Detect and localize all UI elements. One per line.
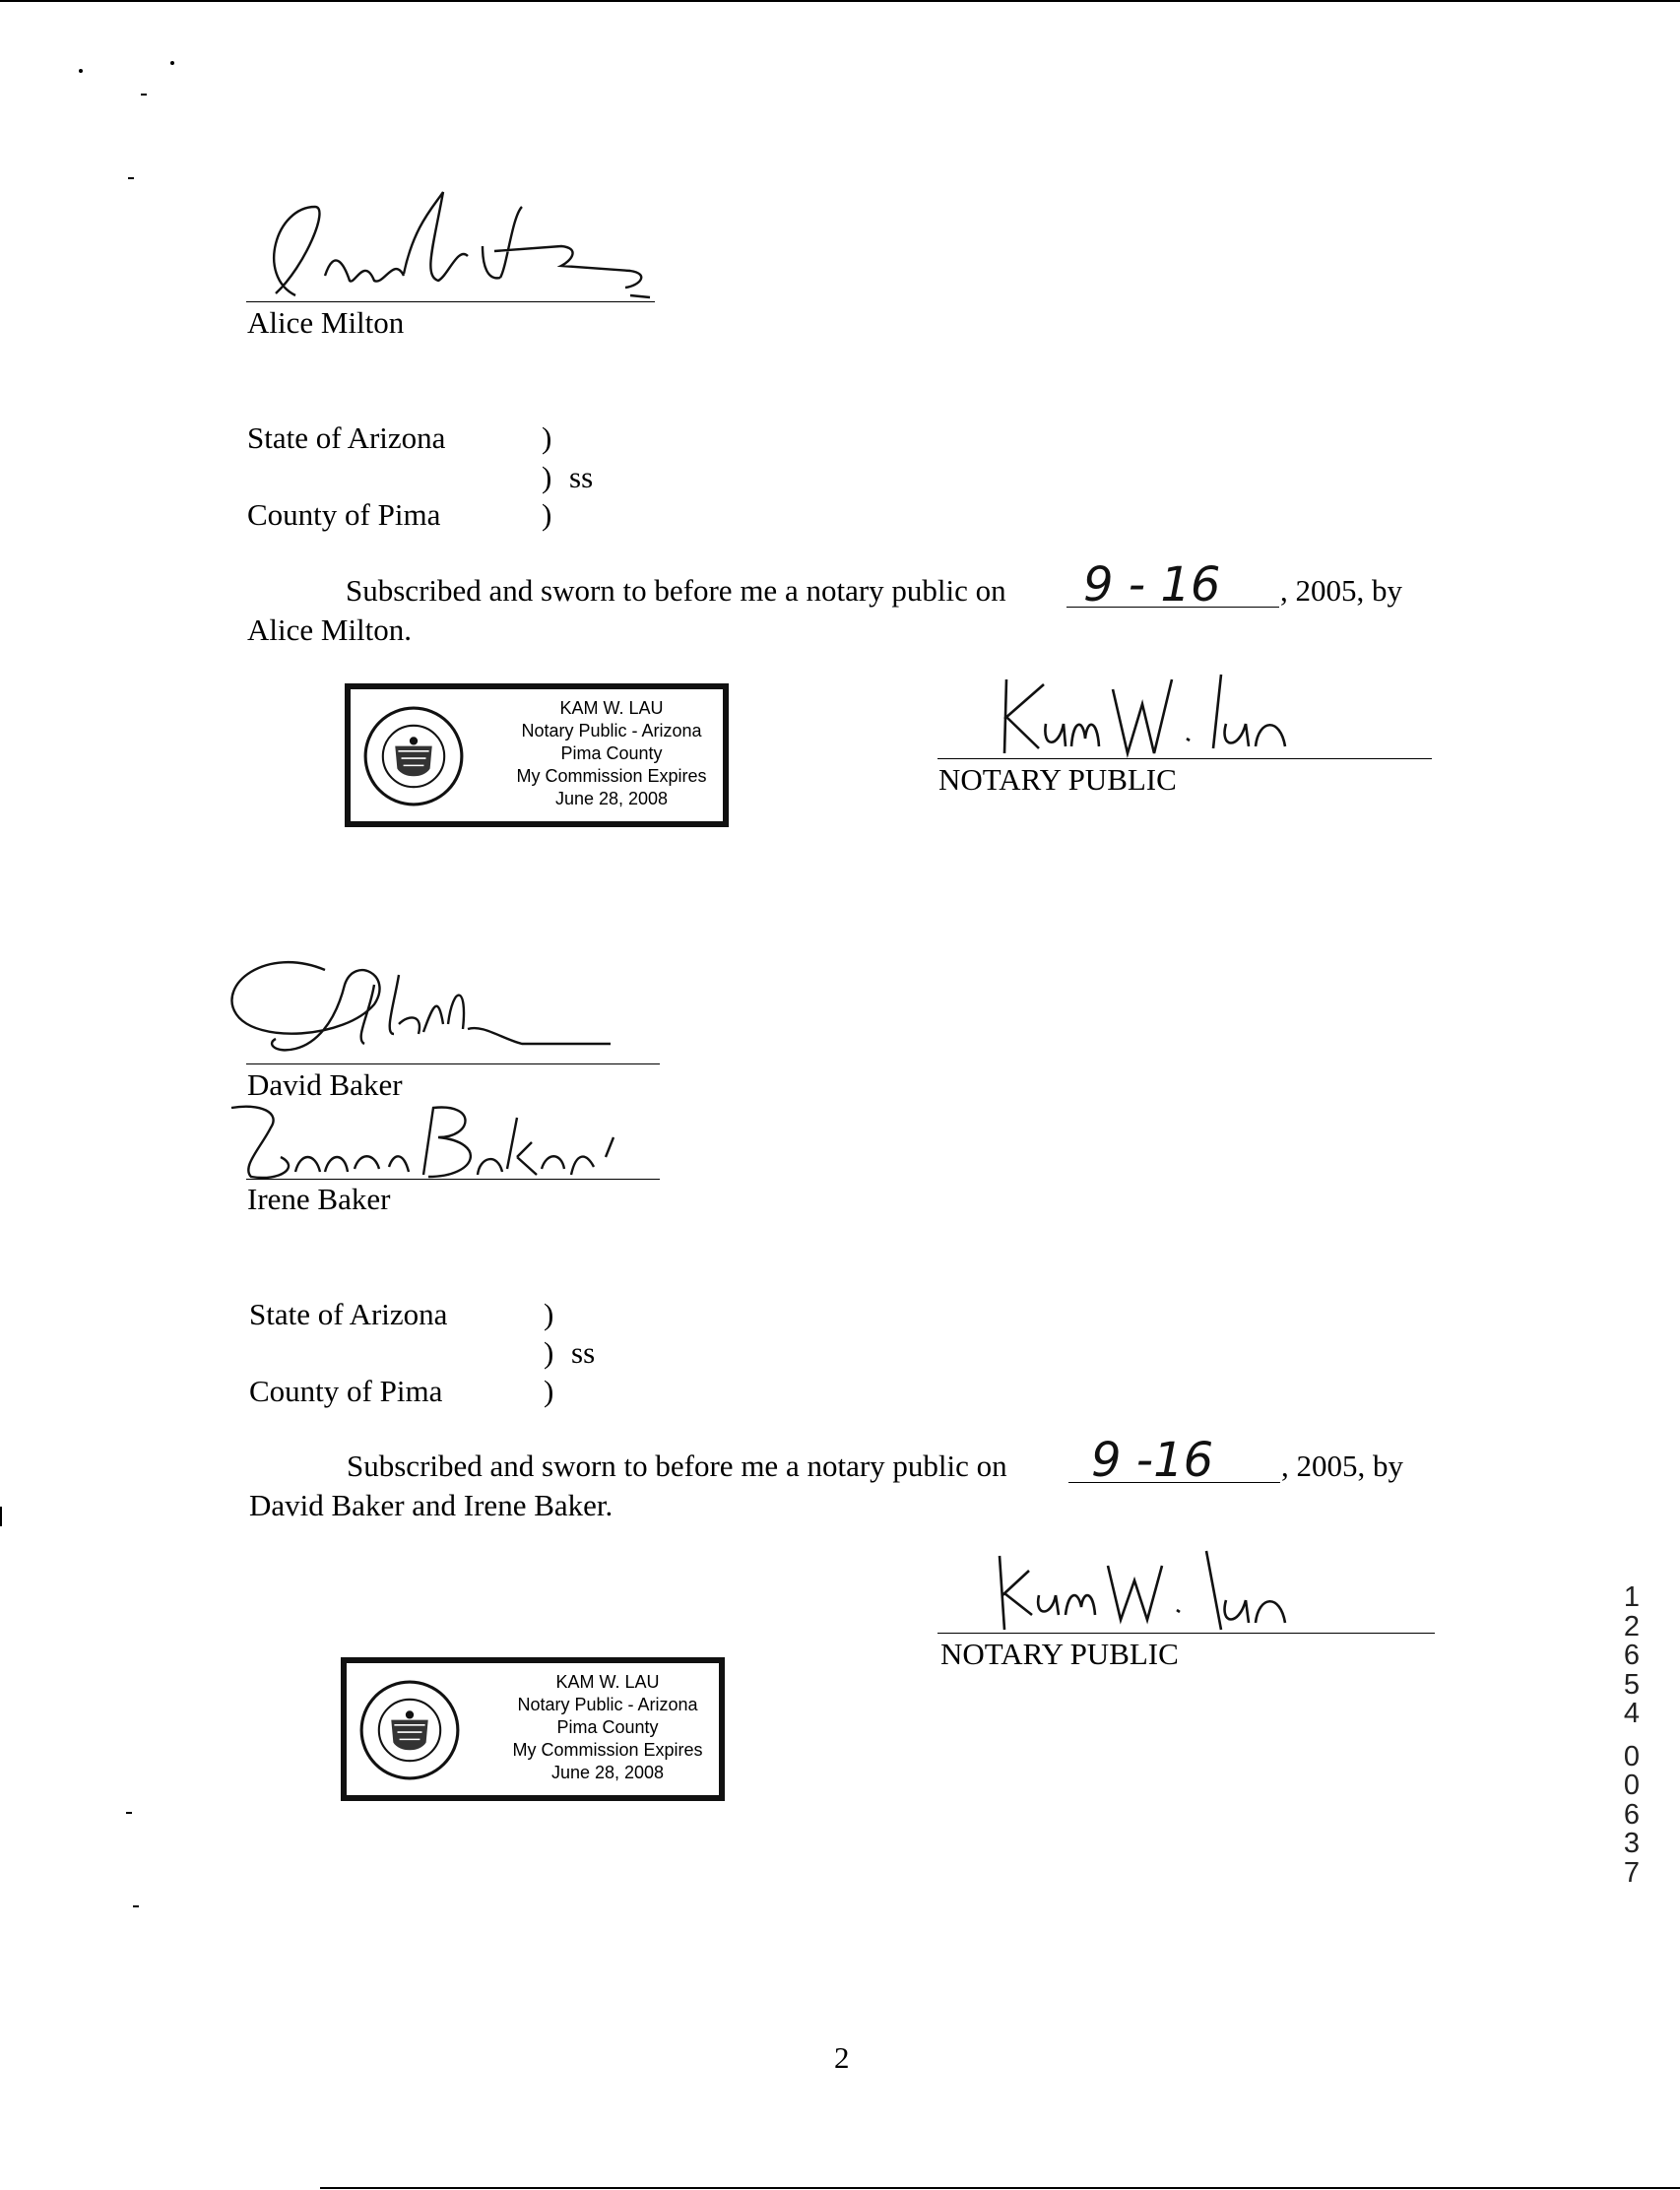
stamp-line: My Commission Expires (516, 766, 707, 786)
notary-label: NOTARY PUBLIC (938, 762, 1177, 797)
sworn-statement: Subscribed and sworn to before me a notary public on (346, 573, 1006, 608)
signature-line (246, 1063, 660, 1064)
scan-speck (133, 1905, 139, 1907)
scan-speck (170, 61, 174, 65)
stamp-line: Pima County (556, 1717, 659, 1737)
notary-signature (985, 1546, 1310, 1635)
venue-paren: ) (544, 1335, 554, 1370)
scan-speck (128, 177, 134, 179)
venue-county: County of Pima (247, 497, 441, 532)
notary-label: NOTARY PUBLIC (940, 1637, 1179, 1671)
bates-digit: 5 (1623, 1668, 1641, 1701)
bates-digit: 3 (1623, 1828, 1641, 1859)
arizona-seal-icon (358, 1679, 461, 1781)
signer-name: Alice Milton (247, 305, 405, 340)
venue-paren: ) (542, 497, 552, 532)
handwritten-date: 9 - 16 (1083, 557, 1221, 612)
scan-speck (141, 94, 147, 96)
stamp-text (498, 697, 725, 810)
bates-digit: 0 (1623, 1770, 1641, 1801)
signer-name: David Baker (247, 1067, 403, 1102)
signature-line (246, 301, 655, 302)
sworn-by-name: Alice Milton. (247, 612, 413, 647)
stamp-line: Notary Public - Arizona (521, 721, 702, 741)
sworn-by-name: David Baker and Irene Baker. (249, 1488, 614, 1522)
bates-digit: 0 (1623, 1740, 1641, 1772)
stamp-line: KAM W. LAU (555, 1672, 660, 1692)
venue-state: State of Arizona (249, 1297, 448, 1331)
sworn-statement: Subscribed and sworn to before me a notary public on (347, 1449, 1007, 1483)
signer-name: Irene Baker (247, 1182, 391, 1216)
bates-digit: 6 (1623, 1640, 1641, 1671)
alice-milton-signature (236, 187, 699, 305)
bates-digit: 6 (1623, 1798, 1641, 1831)
venue-ss: ss (569, 460, 594, 494)
bates-digit: 4 (1623, 1698, 1641, 1729)
scan-speck (126, 1812, 132, 1814)
scan-speck (0, 1507, 2, 1526)
notary-line (937, 758, 1432, 759)
stamp-line: June 28, 2008 (554, 789, 669, 808)
bates-number (1617, 1583, 1647, 1888)
venue-paren: ) (542, 420, 552, 455)
top-edge (0, 0, 1680, 2)
handwritten-date: 9 -16 (1091, 1433, 1214, 1488)
arizona-seal-icon (362, 705, 465, 807)
venue-ss: ss (571, 1335, 596, 1370)
notary-signature (985, 670, 1310, 758)
bates-digit: 2 (1623, 1610, 1641, 1642)
notary-stamp (345, 683, 729, 827)
stamp-line: Notary Public - Arizona (517, 1695, 698, 1714)
stamp-line: My Commission Expires (512, 1740, 703, 1760)
bates-digit: 1 (1623, 1581, 1641, 1613)
scan-speck (79, 69, 83, 73)
notary-stamp (341, 1657, 725, 1801)
date-line (1066, 607, 1279, 608)
stamp-line: KAM W. LAU (559, 698, 664, 718)
stamp-line: Pima County (560, 743, 663, 763)
notary-line (937, 1633, 1435, 1634)
date-line (1068, 1482, 1280, 1483)
venue-paren: ) (542, 460, 552, 494)
sworn-year: , 2005, by (1281, 1449, 1403, 1483)
bates-digit: 7 (1623, 1856, 1641, 1889)
stamp-text (494, 1671, 721, 1784)
venue-paren: ) (544, 1297, 554, 1331)
david-baker-signature (226, 945, 640, 1063)
bottom-edge (320, 2187, 1680, 2189)
venue-state: State of Arizona (247, 420, 446, 455)
sworn-year: , 2005, by (1280, 573, 1402, 608)
signature-line (246, 1179, 660, 1180)
stamp-line: June 28, 2008 (550, 1763, 665, 1782)
venue-county: County of Pima (249, 1374, 443, 1408)
venue-paren: ) (544, 1374, 554, 1408)
page-number: 2 (834, 2040, 850, 2075)
irene-baker-signature (222, 1098, 655, 1187)
